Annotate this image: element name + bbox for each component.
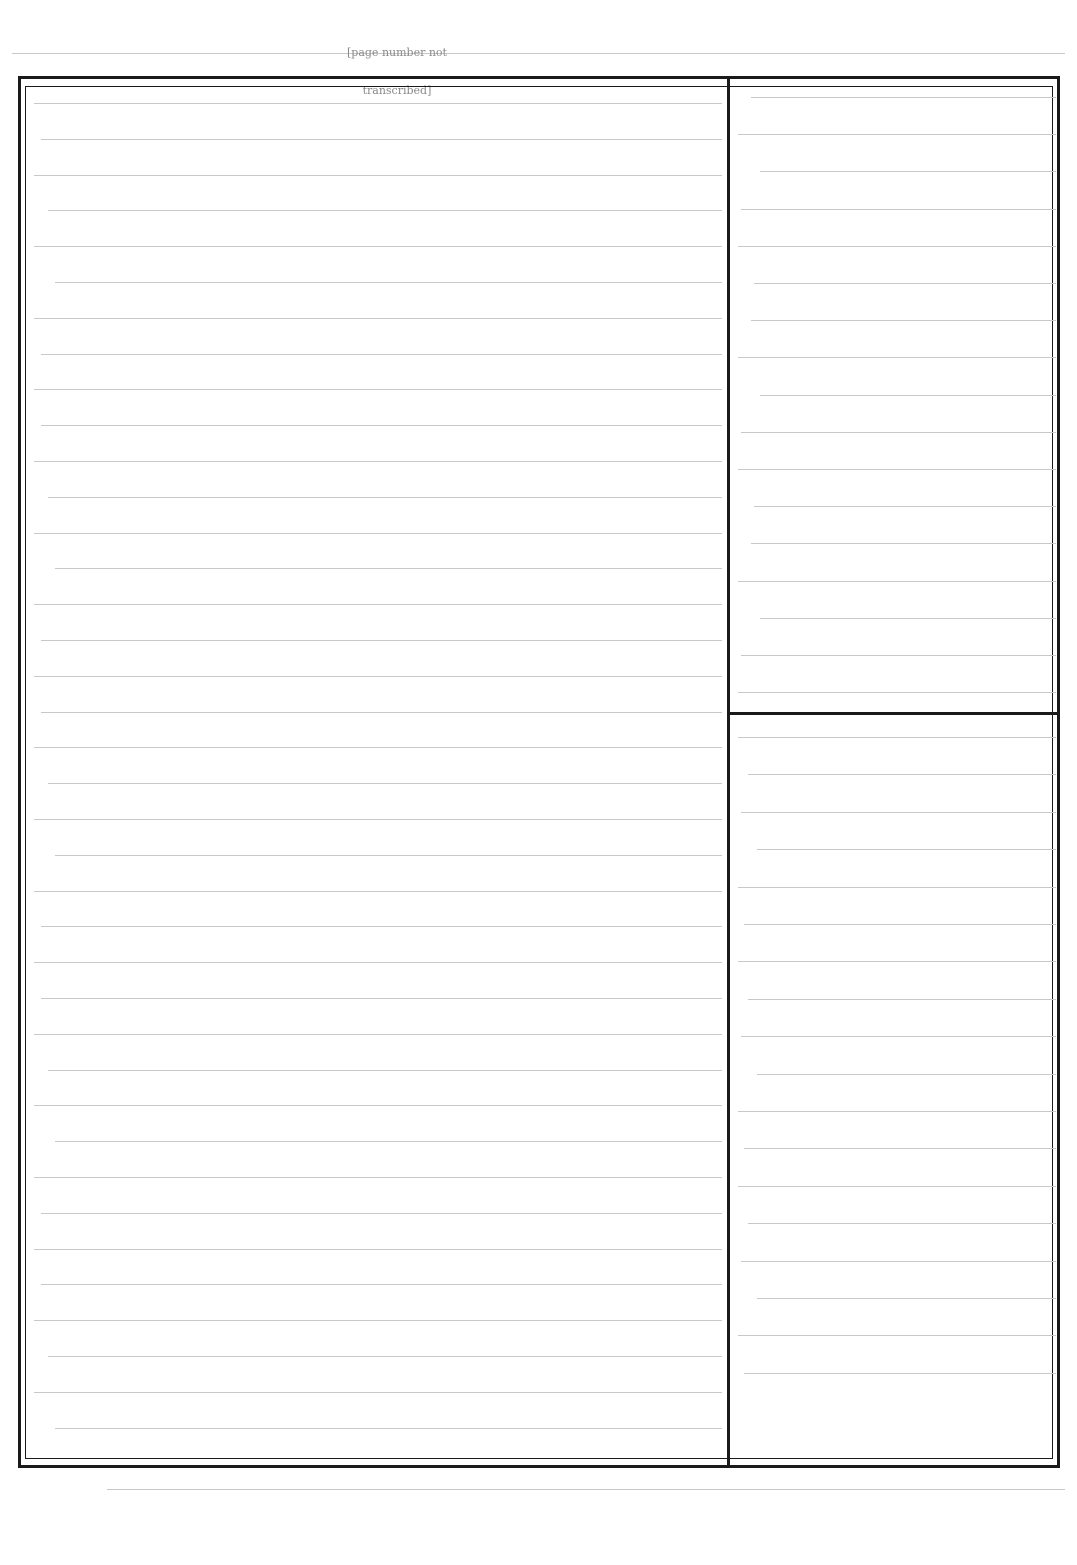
main-text-line xyxy=(34,126,722,152)
side-text-line xyxy=(738,493,1056,519)
side-commentary-line xyxy=(738,1173,1056,1199)
side-text-line xyxy=(738,530,1056,556)
main-text-line-mark xyxy=(48,1356,722,1357)
main-text-line xyxy=(34,663,722,689)
side-commentary-line-mark xyxy=(738,1335,1056,1336)
main-text-line xyxy=(34,1307,722,1333)
main-text-line-mark xyxy=(34,819,722,820)
side-commentary-line xyxy=(738,724,1056,750)
main-text-line-mark xyxy=(34,389,722,390)
side-text-line-mark xyxy=(754,506,1056,507)
main-text-line-mark xyxy=(41,712,722,713)
side-text-line-mark xyxy=(738,246,1056,247)
side-commentary-line xyxy=(738,1135,1056,1161)
main-text-line xyxy=(34,412,722,438)
main-text-line-mark xyxy=(34,1105,722,1106)
side-commentary-line xyxy=(738,1210,1056,1236)
side-text-line xyxy=(738,158,1056,184)
main-text-line xyxy=(34,734,722,760)
side-commentary-line-mark xyxy=(738,1111,1056,1112)
side-text-line-mark xyxy=(751,543,1056,544)
main-text-line-mark xyxy=(55,568,722,569)
main-text-line xyxy=(34,233,722,259)
side-text-line-mark xyxy=(760,618,1056,619)
side-commentary-line xyxy=(738,948,1056,974)
side-text-line xyxy=(738,307,1056,333)
side-text-line xyxy=(738,642,1056,668)
page-number: [page number not transcribed] xyxy=(347,46,447,97)
main-text-line-mark xyxy=(34,604,722,605)
side-text-line xyxy=(738,233,1056,259)
side-commentary-line-mark xyxy=(744,1373,1056,1374)
side-commentary-line xyxy=(738,836,1056,862)
side-commentary-line xyxy=(738,1360,1056,1386)
side-text-line xyxy=(738,419,1056,445)
main-text-line-mark xyxy=(41,640,722,641)
column-divider xyxy=(727,76,730,1468)
main-text-line xyxy=(34,90,722,116)
main-text-line xyxy=(34,627,722,653)
main-text-line-mark xyxy=(41,1213,722,1214)
side-commentary-line-mark xyxy=(748,1223,1056,1224)
side-commentary-line xyxy=(738,1098,1056,1124)
side-text-line-mark xyxy=(738,134,1056,135)
main-text-line-mark xyxy=(34,1320,722,1321)
side-commentary-line xyxy=(738,986,1056,1012)
side-commentary-line-mark xyxy=(748,774,1056,775)
main-text-line xyxy=(34,269,722,295)
side-text-line xyxy=(738,382,1056,408)
side-commentary-line-mark xyxy=(757,1298,1056,1299)
main-text-line xyxy=(34,1021,722,1047)
main-text-line xyxy=(34,448,722,474)
footer-text-line xyxy=(12,1476,1065,1502)
side-text-line-mark xyxy=(754,283,1056,284)
main-text-line xyxy=(34,376,722,402)
main-text-line-mark xyxy=(48,783,722,784)
main-text-line-mark xyxy=(34,533,722,534)
side-text-line xyxy=(738,605,1056,631)
main-text-line-mark xyxy=(34,246,722,247)
side-commentary-line-mark xyxy=(748,999,1056,1000)
main-text-line-mark xyxy=(34,1177,722,1178)
main-text-line xyxy=(34,699,722,725)
main-text-line-mark xyxy=(34,175,722,176)
main-text-line xyxy=(34,1164,722,1190)
main-text-line-mark xyxy=(34,103,722,104)
side-text-line-mark xyxy=(751,320,1056,321)
main-text-line-mark xyxy=(34,318,722,319)
main-text-line-mark xyxy=(41,998,722,999)
main-text-line xyxy=(34,1379,722,1405)
header-text-line xyxy=(12,40,1065,66)
side-text-line xyxy=(738,270,1056,296)
side-commentary-line-mark xyxy=(744,924,1056,925)
side-commentary-line-mark xyxy=(738,1186,1056,1187)
side-text-line xyxy=(738,568,1056,594)
side-commentary-line xyxy=(738,1248,1056,1274)
main-text-line-mark xyxy=(41,926,722,927)
main-text-line xyxy=(34,520,722,546)
main-text-line-mark xyxy=(55,282,722,283)
side-text-top xyxy=(738,82,739,83)
side-text-line xyxy=(738,84,1056,110)
footer-text xyxy=(12,1470,13,1471)
main-text-line-mark xyxy=(48,1070,722,1071)
side-text-line-mark xyxy=(751,97,1056,98)
main-text-line xyxy=(34,197,722,223)
catchword-text xyxy=(30,1476,31,1477)
side-text-line xyxy=(738,456,1056,482)
side-text-line xyxy=(738,679,1056,705)
side-text-line-mark xyxy=(741,209,1056,210)
main-text-line xyxy=(34,1128,722,1154)
main-text-line-mark xyxy=(55,1141,722,1142)
side-text-line-mark xyxy=(741,655,1056,656)
side-commentary-line xyxy=(738,1023,1056,1049)
side-commentary-line xyxy=(738,874,1056,900)
main-text-line-mark xyxy=(41,425,722,426)
main-text-line xyxy=(34,162,722,188)
main-text-line xyxy=(34,878,722,904)
main-text-line xyxy=(34,770,722,796)
side-text-line xyxy=(738,344,1056,370)
header-line xyxy=(12,34,1065,97)
side-text-line-mark xyxy=(760,171,1056,172)
header-text-line-mark xyxy=(12,53,1065,54)
main-text-line xyxy=(34,1271,722,1297)
main-text-line xyxy=(34,1343,722,1369)
main-text-line xyxy=(34,1092,722,1118)
side-text-line-mark xyxy=(738,469,1056,470)
footer-line xyxy=(12,1470,1065,1508)
main-text-line xyxy=(34,341,722,367)
side-text-line-mark xyxy=(738,581,1056,582)
main-text-line xyxy=(34,1236,722,1262)
main-text-line-mark xyxy=(41,1284,722,1285)
main-text-column xyxy=(34,88,722,1460)
side-commentary-line xyxy=(738,1322,1056,1348)
main-text-line xyxy=(34,842,722,868)
main-text-line xyxy=(34,1200,722,1226)
side-commentary-line xyxy=(738,761,1056,787)
side-commentary-line xyxy=(738,1061,1056,1087)
side-commentary-line-mark xyxy=(738,737,1056,738)
side-text-line xyxy=(738,121,1056,147)
main-text-line xyxy=(34,949,722,975)
main-text-line xyxy=(34,806,722,832)
side-commentary-line-mark xyxy=(757,849,1056,850)
main-text-line xyxy=(34,555,722,581)
main-text-line-mark xyxy=(34,676,722,677)
main-text-line-mark xyxy=(41,354,722,355)
main-text-line xyxy=(34,913,722,939)
side-commentary-line-mark xyxy=(741,812,1056,813)
side-commentary-line-mark xyxy=(757,1074,1056,1075)
header-text xyxy=(12,34,13,35)
side-commentary-line-mark xyxy=(741,1261,1056,1262)
side-text-line xyxy=(738,196,1056,222)
main-text-line-mark xyxy=(41,139,722,140)
main-text-line xyxy=(34,1415,722,1441)
main-text-line-mark xyxy=(34,962,722,963)
side-text-line-mark xyxy=(738,357,1056,358)
main-text-line xyxy=(34,484,722,510)
side-commentary-line xyxy=(738,1285,1056,1311)
main-text-line-mark xyxy=(48,210,722,211)
main-text-line xyxy=(34,591,722,617)
main-text-line-mark xyxy=(34,1392,722,1393)
side-text-line-mark xyxy=(741,432,1056,433)
side-text-bottom xyxy=(738,82,739,83)
main-text-line-mark xyxy=(34,747,722,748)
side-text-line-mark xyxy=(760,395,1056,396)
side-commentary-line-mark xyxy=(738,887,1056,888)
main-text-line-mark xyxy=(55,1428,722,1429)
main-text xyxy=(34,88,35,89)
main-text-line-mark xyxy=(34,1249,722,1250)
side-commentary-line-mark xyxy=(744,1148,1056,1149)
main-text-line xyxy=(34,305,722,331)
main-text-line-mark xyxy=(34,891,722,892)
footer-text-line-mark xyxy=(107,1489,1065,1490)
main-text-line-mark xyxy=(55,855,722,856)
side-commentary-line-mark xyxy=(741,1036,1056,1037)
main-text-line-mark xyxy=(34,461,722,462)
side-commentary-line-mark xyxy=(738,961,1056,962)
side-text-column xyxy=(738,82,1056,1462)
main-text-line-mark xyxy=(48,497,722,498)
main-text-line-mark xyxy=(34,1034,722,1035)
main-text-line xyxy=(34,1057,722,1083)
side-commentary-line xyxy=(738,911,1056,937)
catchword xyxy=(30,1476,74,1502)
side-commentary-line xyxy=(738,799,1056,825)
side-text-line-mark xyxy=(738,692,1056,693)
main-text-line xyxy=(34,985,722,1011)
